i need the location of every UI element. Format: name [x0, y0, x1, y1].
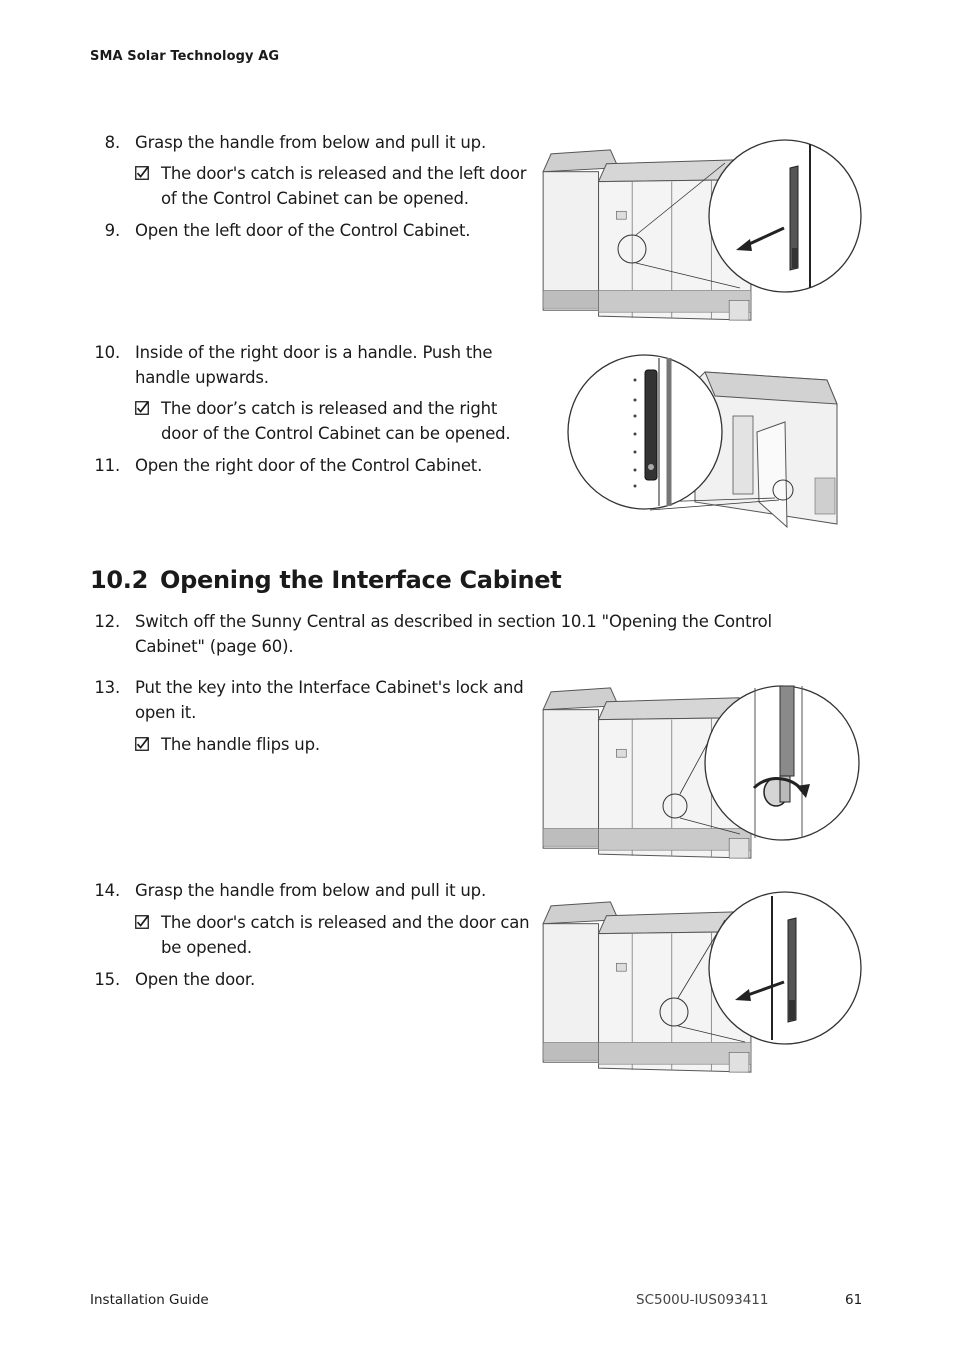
step-9: 9. Open the left door of the Control Cabinet. [104, 221, 471, 240]
step-12: 12. Switch off the Sunny Central as described in section 10.1 "Opening the Control Cabinet" (page 60). [94, 612, 772, 656]
footer-doc-title: Installation Guide [90, 1292, 209, 1308]
cabinet-push-handle-illustration [565, 352, 840, 532]
company-name: SMA Solar Technology AG [90, 49, 280, 64]
result-step-8: The door's catch is released and the left door of the Control Cabinet can be opened. [135, 161, 535, 211]
cabinet-pull-handle-illustration [540, 138, 865, 330]
result-step-14: The door's catch is released and the door can be opened. [135, 910, 535, 960]
checkbox-checked-icon [135, 915, 149, 929]
section-heading: 10.2 Opening the Interface Cabinet [90, 566, 562, 594]
checkbox-checked-icon [135, 401, 149, 415]
result-step-13: The handle flips up. [135, 732, 535, 757]
cabinet-pull-handle-illustration [540, 890, 865, 1082]
step-8: 8. Grasp the handle from below and pull it up. [104, 133, 486, 152]
step-10: 10. Inside of the right door is a handle. Push the handle upwards. [94, 343, 493, 387]
footer-doc-id: SC500U-IUS093411 [636, 1292, 769, 1308]
page-number: 61 [845, 1292, 863, 1308]
step-13: 13. Put the key into the Interface Cabinet's lock and open it. [94, 678, 524, 722]
step-14: 14. Grasp the handle from below and pull it up. [94, 881, 486, 900]
step-11: 11. Open the right door of the Control Cabinet. [94, 456, 483, 475]
cabinet-key-lock-illustration [540, 678, 865, 868]
step-15: 15. Open the door. [94, 970, 256, 989]
checkbox-checked-icon [135, 166, 149, 180]
checkbox-checked-icon [135, 737, 149, 751]
result-step-10: The door’s catch is released and the right door of the Control Cabinet can be opened. [135, 396, 535, 446]
